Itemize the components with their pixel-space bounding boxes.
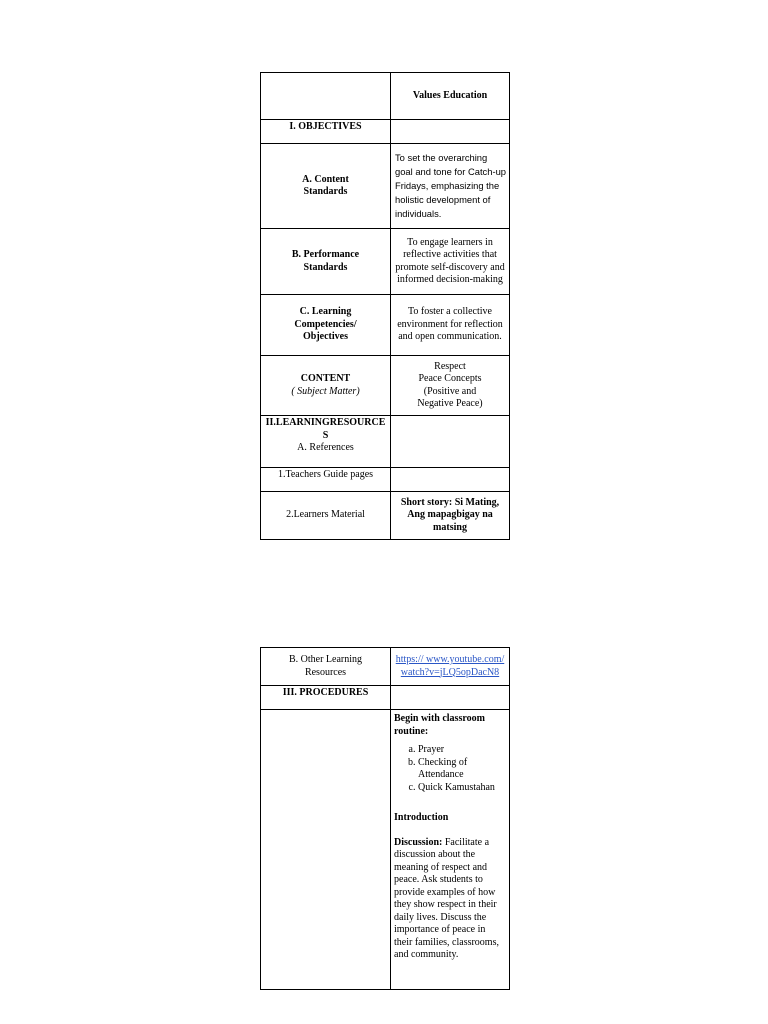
learning-competencies-value: To foster a collective environment for reflection and open communication. <box>391 295 510 356</box>
content-sublabel: ( Subject Matter) <box>291 385 360 397</box>
content-standards-value: To set the overarching goal and tone for Catch-up Fridays, emphasizing the holistic development of individuals. <box>391 144 510 229</box>
objectives-heading: I. OBJECTIVES <box>261 120 391 144</box>
content-standards-label <box>261 144 391 229</box>
routine-list <box>394 744 506 794</box>
procedures-empty-cell <box>391 686 510 710</box>
discussion-label: Discussion: <box>394 836 443 848</box>
objectives-empty-cell <box>391 120 510 144</box>
routine-heading: Begin with classroom routine: <box>394 713 485 737</box>
teachers-guide-label: 1.Teachers Guide pages <box>261 468 391 492</box>
discussion-paragraph <box>394 837 506 962</box>
content-label: CONTENT <box>300 373 351 384</box>
discussion-text: Facilitate a discussion about the meaning of respect and peace. Ask students to provide examples of how they show respect in their daily lives. Discuss the importance of peace in their families, classrooms, and community. <box>394 836 499 960</box>
procedures-left-empty-cell <box>261 710 391 990</box>
content-label-cell <box>261 356 391 416</box>
learners-material-value: Short story: Si Mating, Ang mapagbigay na matsing <box>391 492 510 540</box>
performance-standards-value: To engage learners in reflective activities that promote self-discovery and informed decision-making <box>391 229 510 295</box>
subject-header: Values Education <box>391 73 510 120</box>
other-resources-label <box>261 648 391 686</box>
other-resources-cell <box>391 648 510 686</box>
introduction-heading: Introduction <box>394 812 449 823</box>
routine-item: c. Quick Kamustahan <box>418 782 506 795</box>
other-resources-label-text: B. Other Learning Resources <box>288 654 363 678</box>
content-value-1: Respect <box>434 360 466 372</box>
content-standards-label-text: A. Content Standards <box>302 173 349 197</box>
routine-item: b. Checking of Attendance <box>418 757 506 782</box>
content-value-2: Peace Concepts <box>418 373 482 384</box>
header-empty-cell <box>261 73 391 120</box>
procedures-content-cell <box>391 710 510 990</box>
performance-standards-label-text: B. Performance Standards <box>291 249 360 273</box>
teachers-guide-empty-cell <box>391 468 510 492</box>
performance-standards-label <box>261 229 391 295</box>
learning-competencies-label-text: C. Learning Competencies/ Objectives <box>294 306 357 343</box>
content-value-3: (Positive and Negative Peace) <box>417 385 483 409</box>
procedures-heading: III. PROCEDURES <box>261 686 391 710</box>
learners-material-label: 2.Learners Material <box>261 492 391 540</box>
routine-item: a. Prayer <box>418 744 506 757</box>
lesson-plan-table-1 <box>260 72 510 540</box>
learning-resources-empty-cell <box>391 416 510 468</box>
learning-resources-heading: II.LEARNINGRESOURCES <box>265 417 386 441</box>
learning-resources-cell <box>261 416 391 468</box>
youtube-link[interactable]: https:// www.youtube.com/ watch?v=jLQ5opDacN8 <box>395 654 505 678</box>
references-label: A. References <box>297 442 354 453</box>
lesson-plan-table-2 <box>260 647 510 990</box>
content-value-cell <box>391 356 510 416</box>
learning-competencies-label <box>261 295 391 356</box>
